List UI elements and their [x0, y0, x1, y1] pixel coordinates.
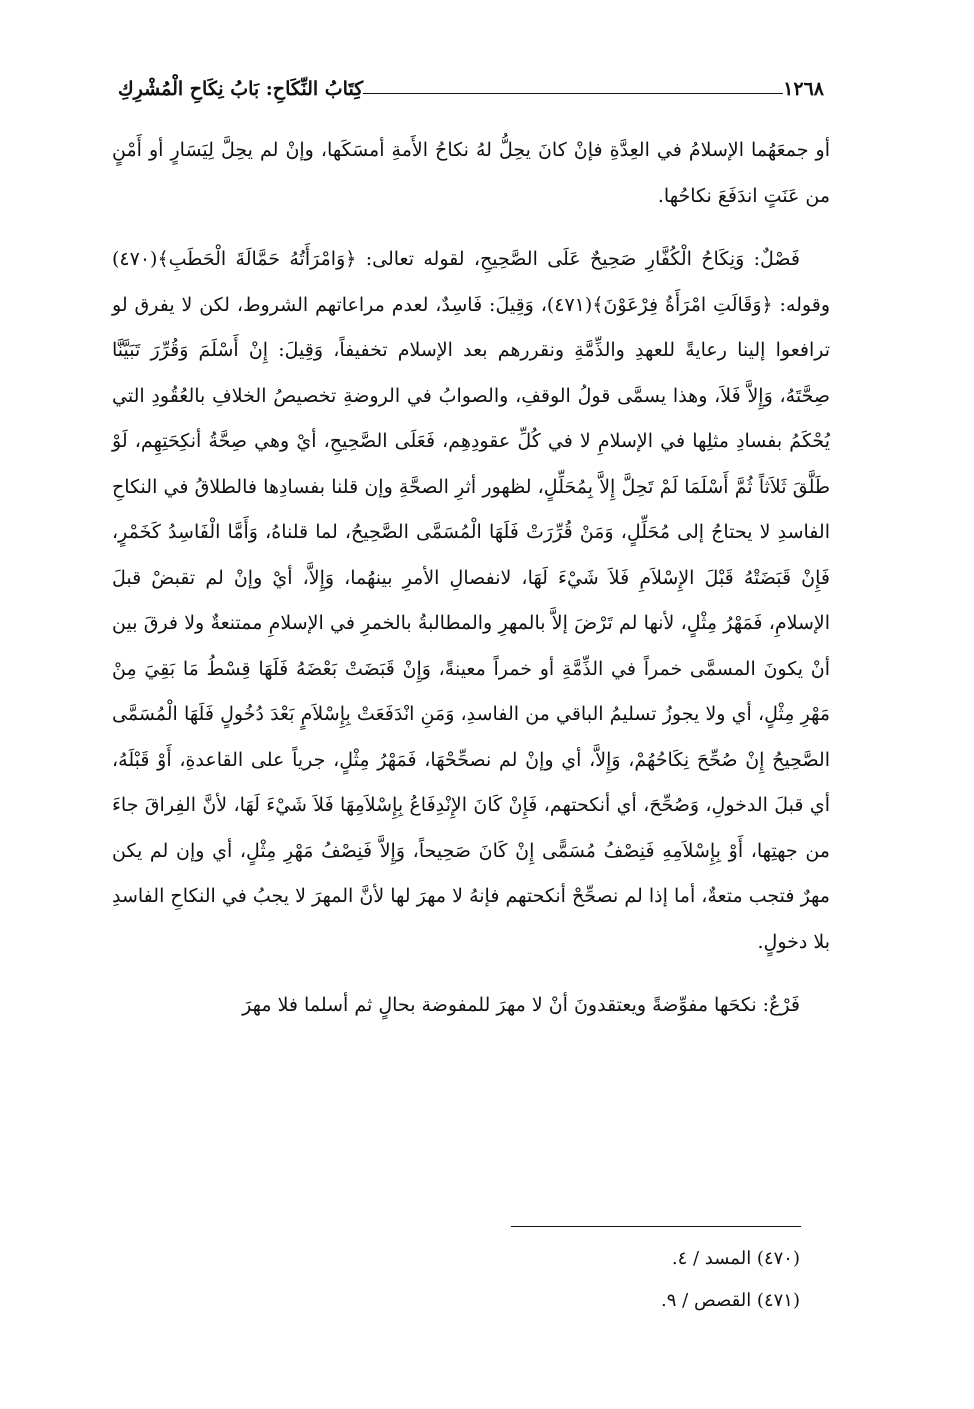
page-number: ١٢٦٨ — [783, 78, 824, 100]
header-rule — [363, 93, 783, 94]
running-header — [112, 66, 830, 100]
paragraph-section: فَصْلٌ: وَنِكَاحُ الْكُفَّارِ صَحِيحٌ عَلَى الصَّحِيحِ، لقوله تعالى: ﴿وَامْرَأَتُهُ حَمَّالَةَ الْحَطَبِ﴾(٤٧٠) وقوله: ﴿وَقَالَتِ امْرَأَةُ فِرْعَوْنَ﴾(٤٧١)، وَقِيلَ: فَاسِدٌ، لعدم مراعاتهم الشروط، لكن لا يفرق لو ترافعوا إلينا رعايةً للعهدِ والذِّمَّةِ ونقررهم بعد الإسلام تخفيفاً، وَقِيلَ: إِنْ أَسْلَمَ وَقُرِّرَ تَبَيَّنَّا صِحَّتَهُ، وَإِلاَّ فَلاَ، وهذا يسمَّى قولُ الوقفِ، والصوابُ في الروضةِ تخصيصُ الخلافِ بالعُقُودِ التي يُحْكَمُ بفسادِ مثلِها في الإسلامِ لا في كُلِّ عقودِهِم، فَعَلَى الصَّحِيحِ، أيْ وهي صِحَّةُ أنكِحَتِهِم، لَوْ طَلَّقَ ثَلاَثاً ثُمَّ أَسْلَمَا لَمْ تَحِلَّ إِلاَّ بِمُحَلِّلٍ، لظهور أثرِ الصحَّةِ وإن قلنا بفسادِها فالطلاقُ في النكاحِ الفاسدِ لا يحتاجُ إلى مُحَلِّلٍ، وَمَنْ قُرِّرَتْ فَلَهَا الْمُسَمَّى الصَّحِيحُ، لما قلناهُ، وَأَمَّا الْفَاسِدُ كَخَمْرٍ، فَإِنْ قَبَضَتْهُ قَبْلَ الإِسْلاَمِ فَلاَ شَيْءَ لَهَا، لانفصالِ الأمرِ بينهُما، وَإِلاَّ، أيْ وإنْ لم تقبضْ قبلَ الإسلامِ، فَمَهْرُ مِثْلٍ، لأنها لم تَرْضَ إلاَّ بالمهرِ والمطالبةُ بالخمرِ في الإسلامِ ممتنعةٌ ولا فرقَ بين أنْ يكونَ المسمَّى خمراً في الذِّمَّةِ أو خمراً معينةً، وَإِنْ قَبَضَتْ بَعْضَهُ فَلَهَا قِسْطُ مَا بَقِيَ مِنْ مَهْرِ مِثْلٍ، أي ولا يجوزُ تسليمُ الباقي من الفاسدِ، وَمَنِ انْدَفَعَتْ بِإِسْلاَمٍ بَعْدَ دُخُولٍ فَلَهَا الْمُسَمَّى الصَّحِيحُ إِنْ صُحِّحَ نِكَاحُهُمْ، وَإِلاَّ، أي وإنْ لم نصحِّحْهَا، فَمَهْرُ مِثْلٍ، جرياً على القاعدةِ، أَوْ قَبْلَهُ، أي قبلَ الدخولِ، وَصُحِّحَ، أي أنكحتهم، فَإِنْ كَانَ الإِنْدِفَاعُ بِإِسْلاَمِهَا فَلاَ شَيْءَ لَهَا، لأنَّ الفِراقَ جاءَ من جهتِها، أَوْ بِإِسْلاَمِهِ فَنِصْفُ مُسَمًّى إِنْ كَانَ صَحِيحاً، وَإِلاَّ فَنِصْفُ مَهْرِ مِثْلٍ، أي وإن لم يكن مهرٌ فتجب متعةٌ، أما إذا لم نصحِّحْ أنكحتهم فإنهُ لا مهرَ لها لأنَّ المهرَ لا يجبُ في النكاحِ الفاسدِ بلا دخولٍ. — [112, 248, 830, 953]
paragraph-continuation: أو جمعَهُما الإسلامُ في العِدَّةِ فإنْ كانَ يحِلُّ لهُ نكاحُ الأَمةِ أمسَكَها، وإنْ لم يحِلَّ لِيَسَارٍ أو أَمْنٍ من عَنَتٍ اندَفَعَ نكاحُها. — [112, 139, 830, 207]
paragraph-branch: فَرْعٌ: نكحَها مفوِّضةً ويعتقدونَ أنْ لا مهرَ للمفوضة بحالٍ ثم أسلما فلا مهرَ — [242, 994, 800, 1016]
main-text — [112, 128, 830, 1029]
running-title: كِتَابُ النِّكَاحِ: بَابُ نِكَاحِ الْمُشْرِكِ — [118, 78, 364, 100]
footnote-471: (٤٧١) القصص / ٩. — [661, 1290, 800, 1311]
footnote-470: (٤٧٠) المسد / ٤. — [671, 1248, 800, 1269]
footnote-separator — [511, 1226, 801, 1227]
footnotes — [300, 1238, 800, 1322]
